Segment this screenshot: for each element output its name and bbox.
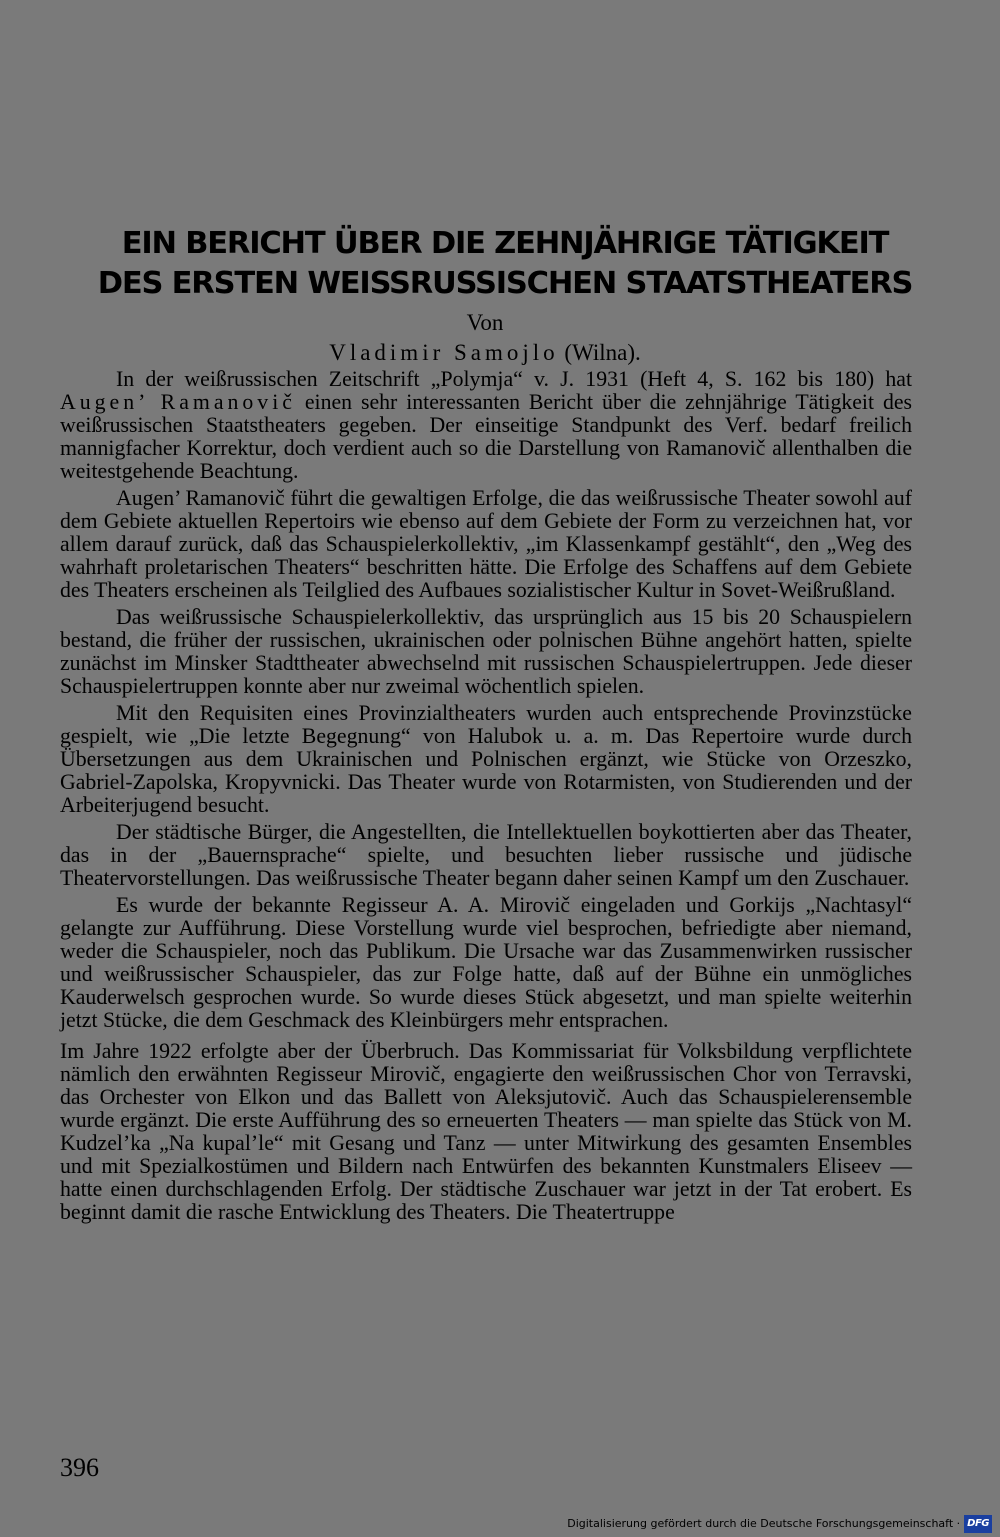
paragraph-6: Es wurde der bekannte Regisseur A. A. Mirovič eingeladen und Gorkijs „Nachtasyl“ gelangte zur Aufführung. Diese Vorstellung wurde viel besprochen, befriedigte aber niemand, weder die Schauspieler, noch das Publikum. Die Ursache war das Zusammenwirken russischer und weißrussischer Schauspieler, das zur Folge hatte, daß auf der Bühne ein unmögliches Kauderwelsch gesprochen wurde. So wurde dieses Stück abgesetzt, und man spielte weiterhin jetzt Stücke, die dem Geschmack des Kleinbürgers mehr entsprachen. — [60, 893, 912, 1032]
paragraph-1 — [60, 368, 912, 483]
paragraph-1-text-b: einen sehr interessanten Bericht über die zehnjährige Tätigkeit des weißrussischen Staatstheaters gegeben. Der einseitige Standpunkt des Verf. bedarf freilich mannigfacher Korrektur, doch verdient auch so die Darstellung von Ramanovič allenthalben die weitestgehende Beachtung. — [60, 390, 912, 483]
footer-text: Digitalisierung gefördert durch die Deutsche Forschungsgemeinschaft · — [567, 1517, 961, 1530]
digitization-footer — [567, 1515, 992, 1533]
byline-prefix: Von — [466, 310, 504, 335]
article-body — [60, 368, 912, 1228]
paragraph-1-author-name: Augen’ Ramanovič — [60, 390, 296, 414]
article-title-line-2: DES ERSTEN WEISSRUSSISCHEN STAATSTHEATERS — [97, 266, 913, 301]
author-place: (Wilna). — [564, 340, 641, 365]
page-number: 396 — [60, 1453, 99, 1482]
paragraph-1-text-a: In der weißrussischen Zeitschrift „Polymja“ v. J. 1931 (Heft 4, S. 162 bis 180) hat — [116, 367, 912, 391]
paragraph-3: Das weißrussische Schauspielerkollektiv, das ursprünglich aus 15 bis 20 Schauspielern bestand, die früher der russischen, ukrainischen oder polnischen Bühne angehört hatten, spielte zunächst im Minsker Stadttheater abwechselnd mit russischen Schauspielertruppen. Jede dieser Schauspielertruppen konnte aber nur zweimal wöchentlich spielen. — [60, 605, 912, 698]
author-line — [0, 338, 970, 368]
paragraph-2: Augen’ Ramanovič führt die gewaltigen Erfolge, die das weißrussische Theater sowohl auf dem Gebiete aktuellen Repertoirs wie ebenso auf dem Gebiete der Form zu verzeichnen hat, vor allem darauf zurück, daß das Schauspielerkollektiv, „im Klassenkampf gestählt“, den „Weg des wahrhaft proletarischen Theaters“ beschritten hätte. Die Erfolge des Schaffens auf dem Gebiete des Theaters erscheinen als Teilglied des Aufbaues sozialistischer Kultur in Sovet-Weißrußland. — [60, 486, 912, 602]
paragraph-7: Im Jahre 1922 erfolgte aber der Überbruch. Das Kommissariat für Volksbildung verpflichtete nämlich den erwähnten Regisseur Mirovič, engagierte den weißrussischen Chor von Terravski, das Orchester von Elkon und das Ballett von Aleksjutovič. Auch das Schauspielerensemble wurde ergänzt. Die erste Aufführung des so erneuerten Theaters — man spielte das Stück von M. Kudzel’ka „Na kupal’le“ mit Gesang und Tanz — unter Mitwirkung des gesamten Ensembles und mit Spezialkostümen und Bildern nach Entwürfen des bekannten Kunstmalers Eliseev — hatte einen durchschlagenden Erfolg. Der städtische Zuschauer war jetzt in der Tat erobert. Es beginnt damit die rasche Entwicklung des Theaters. Die Theatertruppe — [60, 1039, 912, 1224]
dfg-logo: DFG — [964, 1515, 992, 1533]
paragraph-5: Der städtische Bürger, die Angestellten, die Intellektuellen boykottierten aber das Theater, das in der „Bauernsprache“ spielte, und besuchten lieber russische und jüdische Theatervorstellungen. Das weißrussische Theater begann daher seinen Kampf um den Zuschauer. — [60, 820, 912, 890]
author-name: Vladimir Samojlo — [329, 340, 559, 365]
article-title — [40, 224, 970, 304]
paragraph-4: Mit den Requisiten eines Provinzialtheaters wurden auch entsprechende Provinzstücke gespielt, wie „Die letzte Begegnung“ von Halubok u. a. m. Das Repertoire wurde durch Übersetzungen aus dem Ukrainischen und Polnischen ergänzt, wie Stücke von Orzeszko, Gabriel-Zapolska, Kropyvnicki. Das Theater wurde von Rotarmisten, von Studierenden und der Arbeiterjugend besucht. — [60, 701, 912, 817]
article-title-line-1: EIN BERICHT ÜBER DIE ZEHNJÄHRIGE TÄTIGKEIT — [121, 226, 889, 261]
